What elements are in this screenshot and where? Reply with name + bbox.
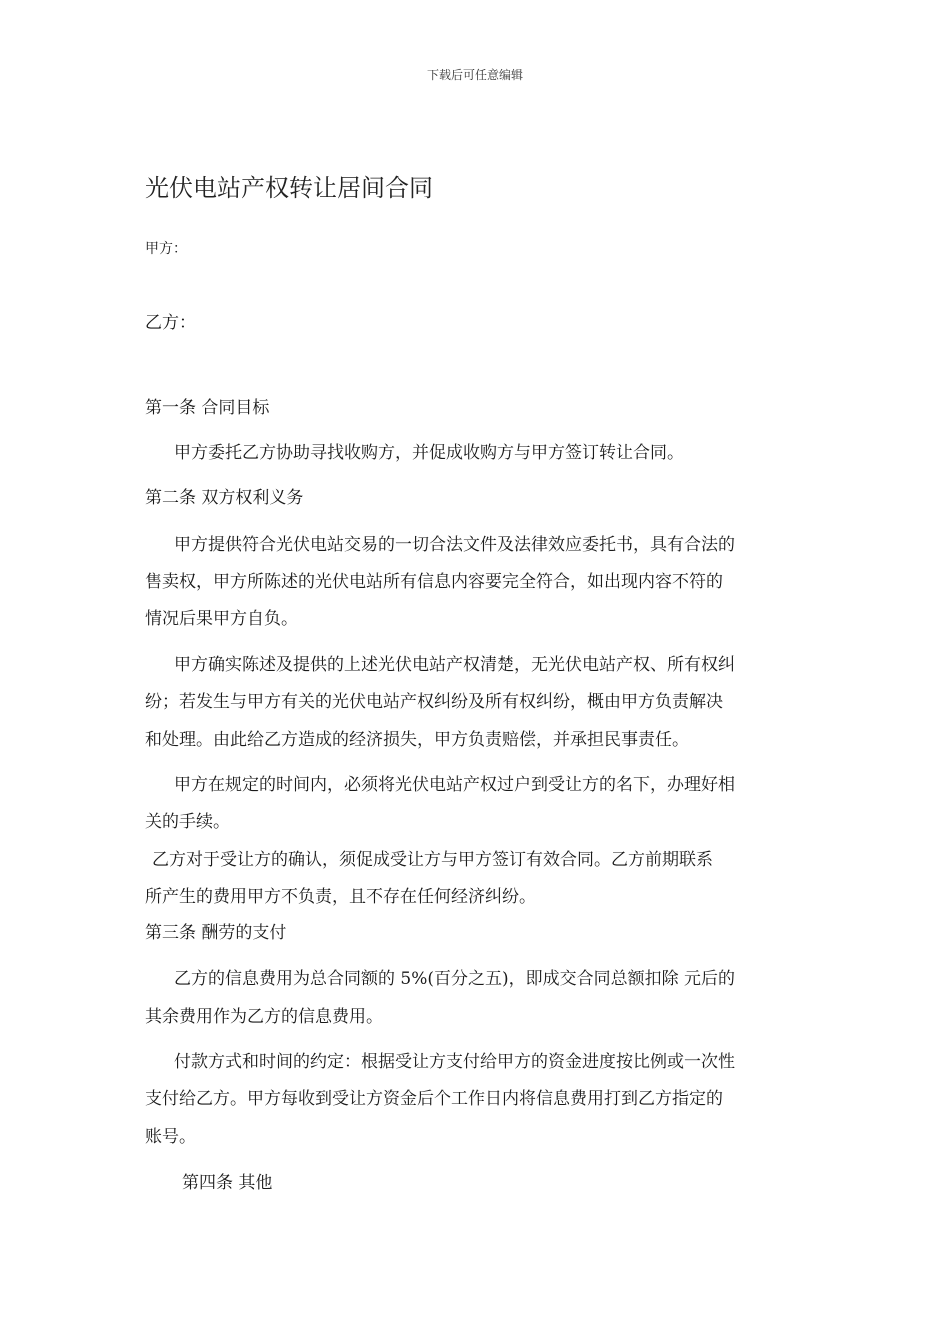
- paragraph-line: 甲方在规定的时间内，必须将光伏电站产权过户到受让方的名下，办理好相: [174, 775, 735, 795]
- paragraph-line: 关的手续。: [145, 812, 230, 832]
- paragraph-line: 其余费用作为乙方的信息费用。: [145, 1007, 383, 1027]
- paragraph-line: 甲方提供符合光伏电站交易的一切合法文件及法律效应委托书，具有合法的: [174, 535, 735, 555]
- page-header: 下载后可任意编辑: [426, 68, 523, 82]
- paragraph-line: 乙方的信息费用为总合同额的 5%(百分之五)，即成交合同总额扣除 元后的: [174, 969, 736, 989]
- article-4-heading: 第四条 其他: [182, 1173, 273, 1193]
- party-a-label: 甲方：: [145, 241, 187, 257]
- paragraph-line: 和处理。由此给乙方造成的经济损失，甲方负责赔偿，并承担民事责任。: [145, 730, 689, 750]
- paragraph-line: 甲方委托乙方协助寻找收购方，并促成收购方与甲方签订转让合同。: [174, 443, 684, 463]
- paragraph-line: 账号。: [145, 1127, 196, 1147]
- article-1-heading: 第一条 合同目标: [145, 398, 270, 418]
- party-b-label: 乙方：: [145, 313, 196, 333]
- paragraph-line: 付款方式和时间的约定：根据受让方支付给甲方的资金进度按比例或一次性: [174, 1052, 735, 1072]
- article-3-heading: 第三条 酬劳的支付: [145, 923, 287, 943]
- article-2-heading: 第二条 双方权利义务: [145, 488, 304, 508]
- paragraph-line: 支付给乙方。甲方每收到受让方资金后个工作日内将信息费用打到乙方指定的: [145, 1089, 723, 1109]
- paragraph-line: 售卖权，甲方所陈述的光伏电站所有信息内容要完全符合，如出现内容不符的: [145, 572, 723, 592]
- paragraph-line: 情况后果甲方自负。: [145, 609, 298, 629]
- paragraph-line: 所产生的费用甲方不负责，且不存在任何经济纠纷。: [145, 887, 536, 907]
- paragraph-line: 纷；若发生与甲方有关的光伏电站产权纠纷及所有权纠纷，概由甲方负责解决: [145, 692, 723, 712]
- paragraph-line: 乙方对于受让方的确认，须促成受让方与甲方签订有效合同。乙方前期联系: [152, 850, 713, 870]
- document-title: 光伏电站产权转让居间合同: [145, 174, 433, 202]
- paragraph-line: 甲方确实陈述及提供的上述光伏电站产权清楚，无光伏电站产权、所有权纠: [174, 655, 735, 675]
